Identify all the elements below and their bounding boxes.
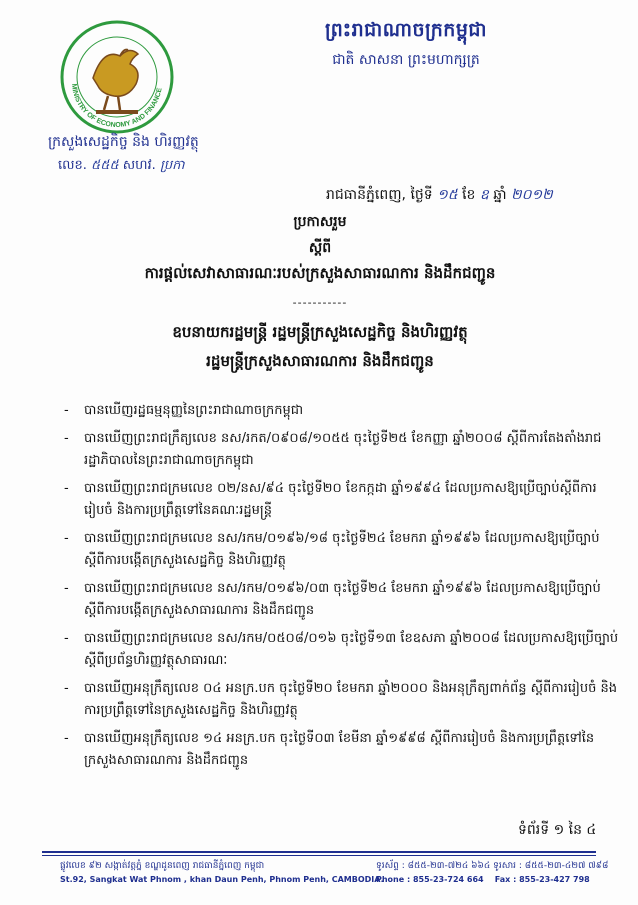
national-motto: ជាតិ សាសនា ព្រះមហាក្សត្រ (332, 52, 480, 68)
seal-ring-text: MINISTRY OF ECONOMY AND FINANCE (69, 83, 164, 130)
fax-en: Fax : 855-23-427 798 (494, 875, 590, 884)
reference-number (58, 157, 184, 176)
phone-en: Phone : 855-23-724 664 (376, 875, 484, 884)
list-item: - បានឃើញអនុក្រឹត្យលេខ ១៤ អនក្រ.បក ចុះថ្ងៃទី០៣ ខែមីនា ឆ្នាំ១៩៩៨ ស្តីពីការរៀបចំ និងការប្រព្រឹត្តទៅនៃក្រសួងសាធារណការ និងដឹកជញ្ជូន (62, 728, 622, 772)
page-label: ទំព័រទី (518, 822, 550, 838)
ref-label: លេខ. (58, 158, 87, 173)
date-month-label: ខែ (462, 187, 476, 203)
title-separator: ----------- (292, 296, 348, 309)
footer-contacts (376, 860, 608, 886)
date-day-label: ថ្ងៃទី (410, 187, 433, 203)
fax-kh: ទូរសារ : ៨៥៥-២៣-៤២៧ ៧៩៨ (493, 861, 609, 871)
footer-divider (42, 851, 596, 853)
document-subject: ការផ្តល់សេវាសាធារណៈរបស់ក្រសួងសាធារណការ និងដឹកជញ្ជូន (144, 264, 496, 282)
page-of-label: នៃ (568, 822, 582, 838)
date-year-label: ឆ្នាំ (493, 187, 507, 203)
address-kh: ផ្លូវលេខ ៩២ សង្កាត់វត្តភ្នំ ខណ្ឌដូនពេញ រាជធានីភ្នំពេញ កម្ពុជា (60, 861, 265, 871)
issuers-line-1: ឧបនាយករដ្ឋមន្ត្រី រដ្ឋមន្ត្រីក្រសួងសេដ្ឋកិច្ច និងហិរញ្ញវត្ថុ (172, 323, 468, 341)
kingdom-title: ព្រះរាជាណាចក្រកម្ពុជា (325, 19, 487, 41)
date-place: រាជធានីភ្នំពេញ, (326, 187, 406, 203)
ref-suffix: សហវ. (122, 158, 156, 173)
list-item: - បានឃើញព្រះរាជក្រមលេខ នស/រកម/០១៩៦/១៨ ចុះថ្ងៃទី២៤ ខែមករា ឆ្នាំ១៩៩៦ ដែលប្រកាសឱ្យប្រើច្បាប់ ស្តីពីការបង្កើតក្រសួងសេដ្ឋកិច្ច និងហិរញ្ញវត្ថុ (62, 528, 622, 572)
list-item: - បានឃើញរដ្ឋធម្មនុញ្ញនៃព្រះរាជាណាចក្រកម្ពុជា (62, 400, 622, 422)
ref-extra: ប្រកា (159, 158, 185, 173)
date-month: ឧ (479, 187, 489, 203)
document-about: ស្តីពី (308, 240, 332, 256)
page-total: ៤ (586, 822, 597, 838)
address-en: St.92, Sangkat Wat Phnom , khan Daun Penh, Phnom Penh, CAMBODIA. (60, 875, 384, 884)
page-number (518, 820, 596, 841)
issuers-line-2: រដ្ឋមន្ត្រីក្រសួងសាធារណការ និងដឹកជញ្ជូន (206, 352, 434, 370)
list-item: - បានឃើញអនុក្រឹត្យលេខ ០៤ អនក្រ.បក ចុះថ្ងៃទី២០ ខែមករា ឆ្នាំ២០០០ និងអនុក្រឹត្យពាក់ព័ន្ធ ស្តីពីការរៀបចំ និងការប្រព្រឹត្តទៅនៃក្រសួងសេដ្ឋកិច្ច និងហិរញ្ញវត្ថុ (62, 678, 622, 722)
footer-address (60, 860, 384, 886)
list-item: - បានឃើញព្រះរាជក្រមលេខ នស/រកម/០៥០៨/០១៦ ចុះថ្ងៃទី១៣ ខែឧសភា ឆ្នាំ២០០៨ ដែលប្រកាសឱ្យប្រើច្បាប់ ស្តីពីប្រព័ន្ធហិរញ្ញវត្ថុសាធារណៈ (62, 628, 622, 672)
list-item: - បានឃើញព្រះរាជក្រមលេខ នស/រកម/០១៩៦/០៣ ចុះថ្ងៃទី២៤ ខែមករា ឆ្នាំ១៩៩៦ ដែលប្រកាសឱ្យប្រើច្បាប់ ស្តីពីការបង្កើតក្រសួងសាធារណការ និងដឹកជញ្ជូន (62, 578, 622, 622)
kingdom-header (236, 18, 576, 71)
list-item: - បានឃើញព្រះរាជក្រមលេខ ០២/នស/៩៤ ចុះថ្ងៃទី២០ ខែកក្កដា ឆ្នាំ១៩៩៤ ដែលប្រកាសឱ្យប្រើច្បាប់ស្តីពីការរៀបចំ និងការប្រព្រឹត្តទៅនៃគណៈរដ្ឋមន្ត្រី (62, 478, 622, 522)
date-day: ១៥ (437, 187, 458, 203)
phone-kh: ទូរស័ព្ទ : ៨៥៥-២៣-៧២៤ ៦៦៤ (376, 861, 491, 871)
ministry-seal-logo (58, 18, 176, 136)
legal-basis-list (62, 400, 622, 778)
document-type: ប្រកាសរួម (293, 214, 347, 230)
date-line (326, 185, 553, 206)
date-year: ២០១២ (511, 187, 553, 203)
footer-divider-thin (42, 855, 596, 856)
page-current: ១ (553, 822, 565, 838)
list-item: - បានឃើញព្រះរាជក្រឹត្យលេខ នស/រកត/០៩០៨/១០៥៥ ចុះថ្ងៃទី២៥ ខែកញ្ញា ឆ្នាំ២០០៨ ស្តីពីការតែងតាំងរាជរដ្ឋាភិបាលនៃព្រះរាជាណាចក្រកម្ពុជា (62, 428, 622, 472)
ref-number: ៥៥៥ (91, 158, 119, 173)
ministry-name: ក្រសួងសេដ្ឋកិច្ច និង ហិរញ្ញវត្ថុ (48, 134, 199, 150)
